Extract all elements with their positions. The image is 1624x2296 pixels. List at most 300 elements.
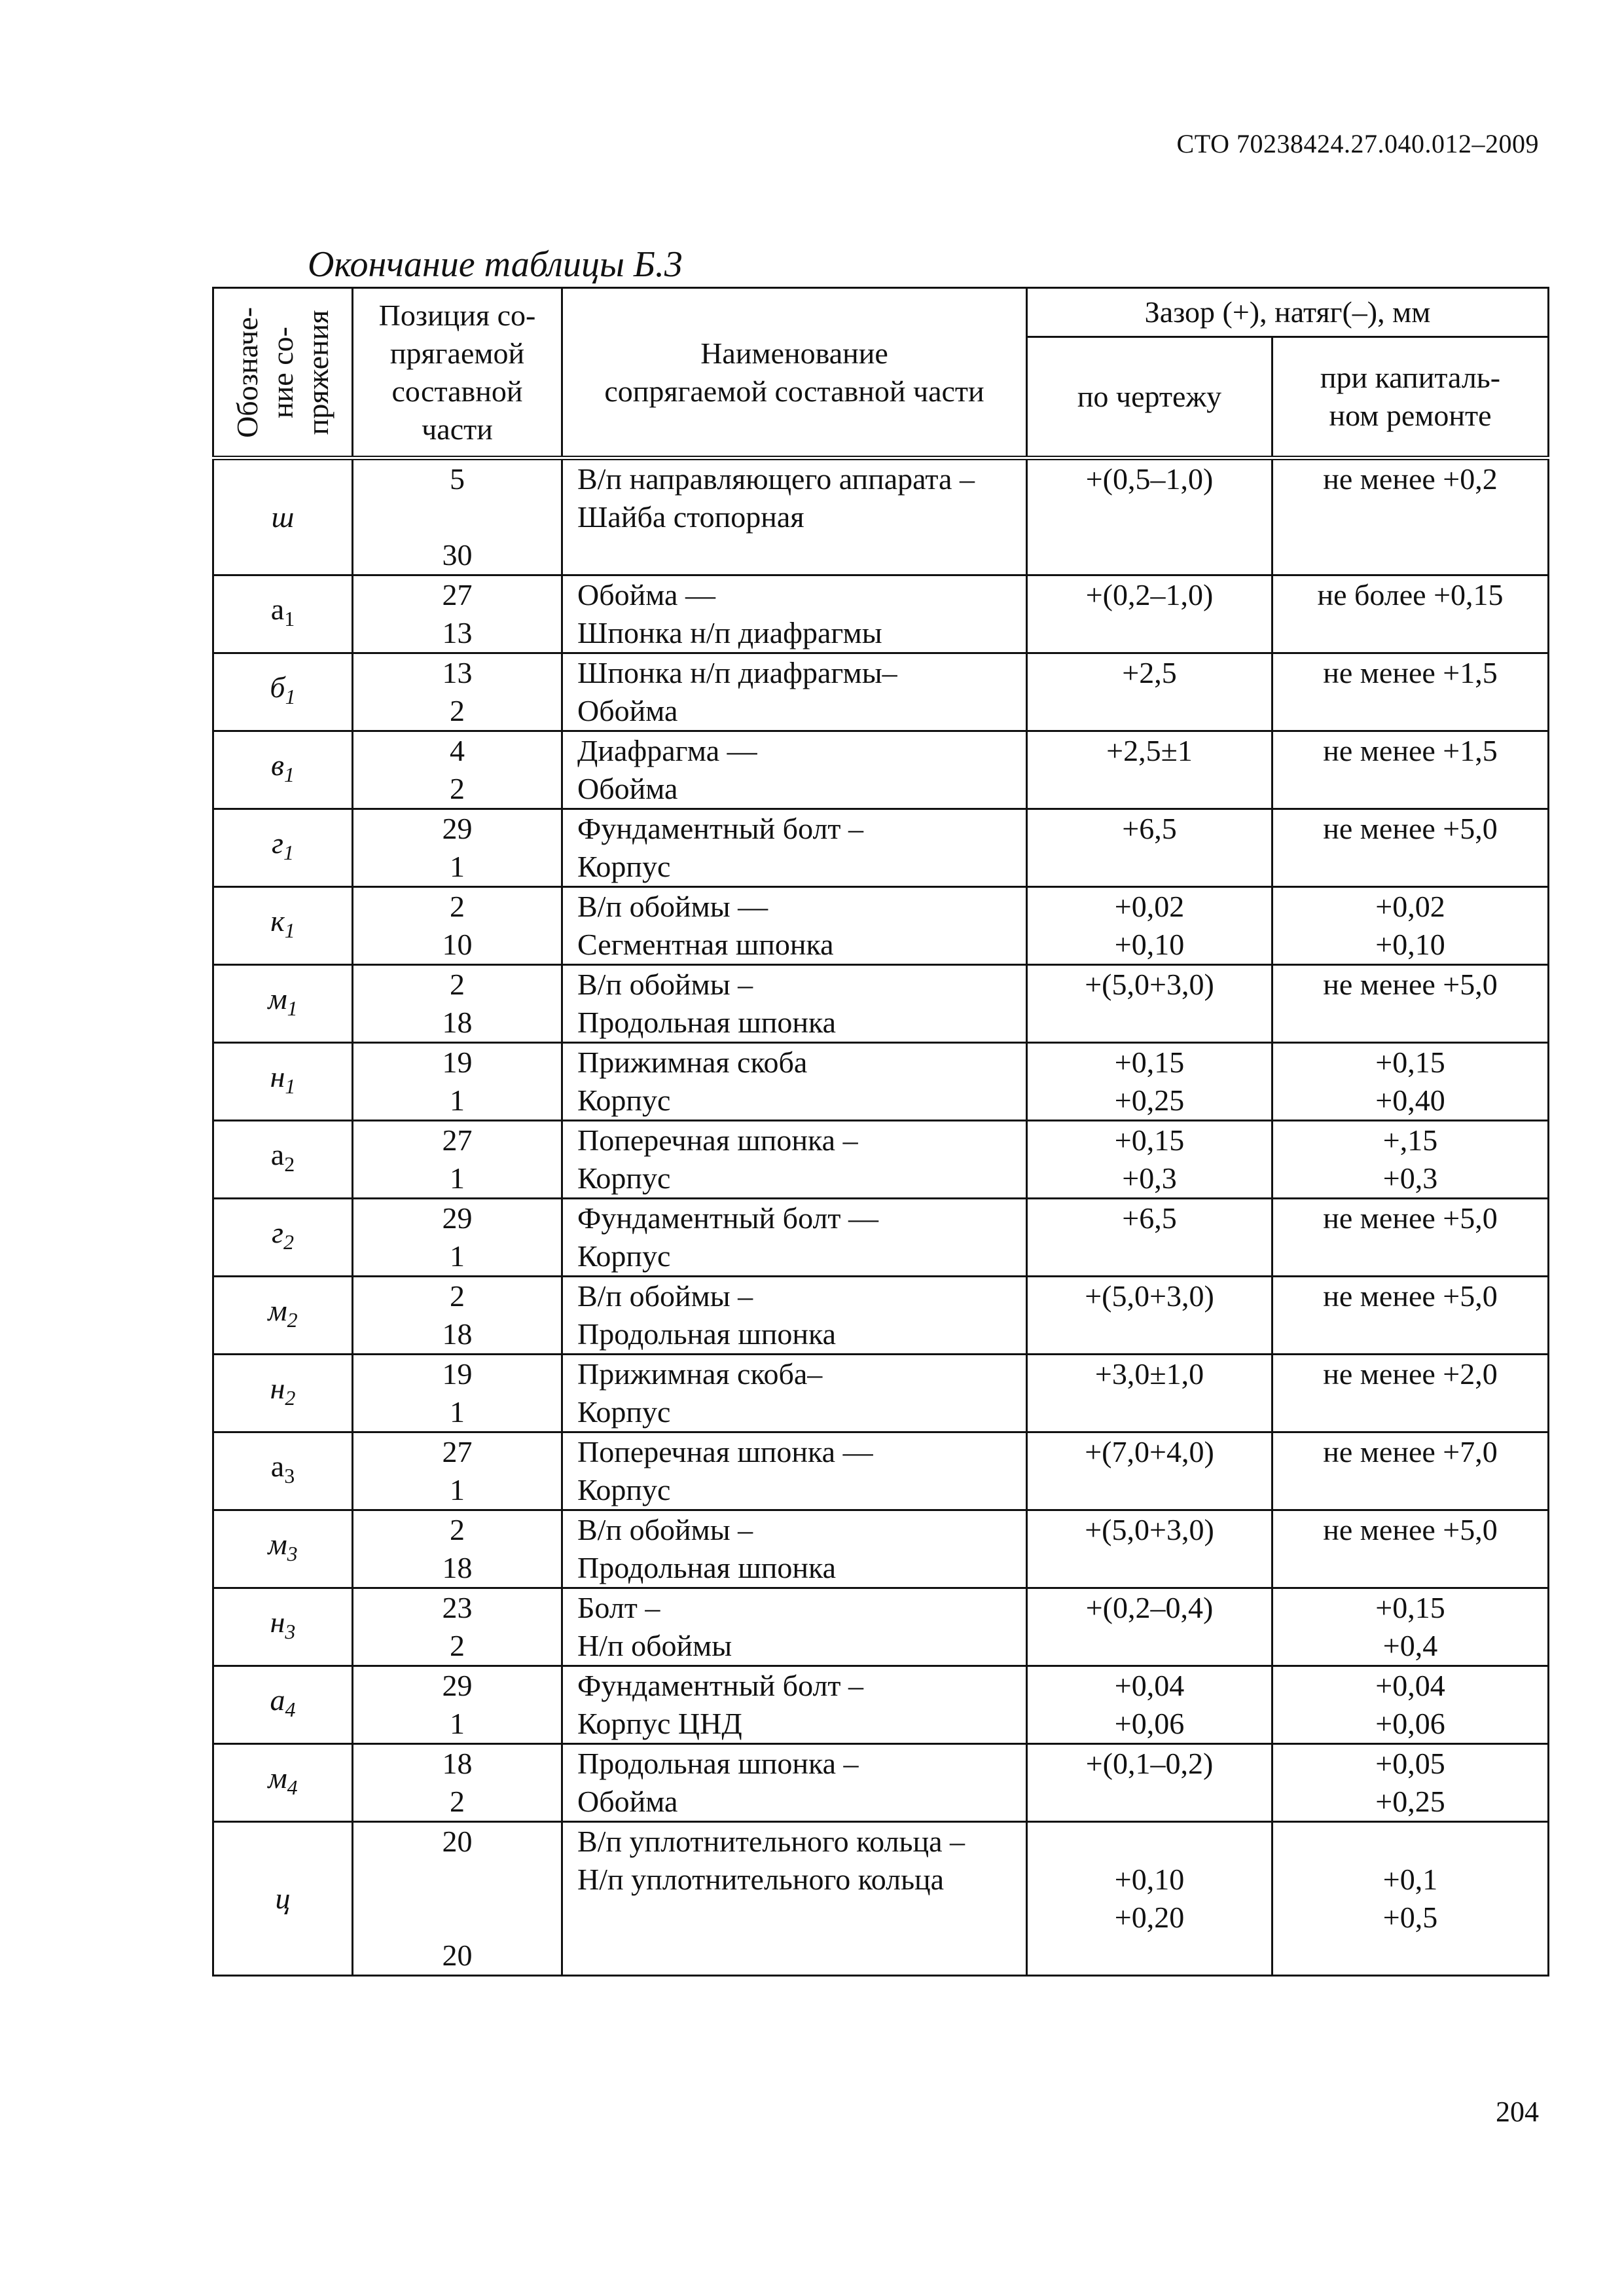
name-line: В/п обоймы – xyxy=(577,968,753,1001)
designation-letter: г xyxy=(272,826,283,860)
position-line: 2 xyxy=(450,772,465,805)
header-name xyxy=(562,288,1027,458)
name-line: Фундаментный болт — xyxy=(577,1201,879,1235)
name-line: Обойма xyxy=(577,694,678,727)
drawing-clearance-value: +(0,1–0,2) xyxy=(1085,1747,1214,1780)
name-cell xyxy=(562,1199,1027,1277)
drawing-clearance-cell xyxy=(1027,731,1272,809)
name-line: Продольная шпонка xyxy=(577,1317,837,1351)
designation-letter: н xyxy=(270,1060,285,1093)
designation-subscript: 1 xyxy=(287,996,298,1020)
drawing-clearance-value: +6,5 xyxy=(1122,1201,1177,1235)
header-clearance-group: Зазор (+), натяг(–), мм xyxy=(1027,288,1549,337)
position-cell xyxy=(353,887,562,965)
drawing-clearance-cell xyxy=(1027,575,1272,653)
designation-cell xyxy=(213,887,353,965)
drawing-clearance-cell xyxy=(1027,1277,1272,1355)
drawing-clearance-value: +(7,0+4,0) xyxy=(1085,1435,1214,1468)
drawing-clearance-value xyxy=(1028,536,1271,574)
designation-subscript: 2 xyxy=(287,1308,298,1332)
overhaul-clearance-value: +0,06 xyxy=(1375,1707,1445,1740)
overhaul-clearance-cell xyxy=(1272,1588,1549,1666)
designation-letter: в xyxy=(271,748,284,782)
drawing-clearance-cell xyxy=(1027,1121,1272,1199)
table-row xyxy=(213,1355,1549,1432)
overhaul-clearance-value: +0,5 xyxy=(1382,1901,1438,1934)
designation-subscript: 1 xyxy=(283,763,295,786)
designation-cell xyxy=(213,1744,353,1822)
mating-clearances-table xyxy=(212,287,1549,1977)
table-row xyxy=(213,653,1549,731)
table-header xyxy=(213,288,1549,458)
name-cell xyxy=(562,1432,1027,1510)
table-row xyxy=(213,1666,1549,1744)
overhaul-clearance-value: +0,04 xyxy=(1375,1669,1445,1702)
position-line: 2 xyxy=(450,1785,465,1818)
designation-subscript: 2 xyxy=(285,1386,296,1410)
position-cell xyxy=(353,1277,562,1355)
designation-subscript: 2 xyxy=(284,1152,295,1176)
name-line: Продольная шпонка xyxy=(577,1006,837,1039)
drawing-clearance-value: +(0,2–0,4) xyxy=(1085,1591,1214,1624)
position-line: 29 xyxy=(442,1201,473,1235)
name-line: В/п уплотнительного кольца – xyxy=(577,1825,965,1858)
overhaul-clearance-value xyxy=(1273,770,1547,808)
table-body xyxy=(213,458,1549,1976)
header-name-line: Наименование xyxy=(700,336,888,370)
name-line: Болт – xyxy=(577,1591,660,1624)
name-line: Корпус xyxy=(577,1473,671,1506)
position-cell xyxy=(353,1744,562,1822)
designation-cell xyxy=(213,575,353,653)
drawing-clearance-value xyxy=(1028,1315,1271,1353)
drawing-clearance-value: +0,20 xyxy=(1114,1901,1185,1934)
header-designation xyxy=(213,288,353,458)
position-line: 1 xyxy=(450,1473,465,1506)
position-line: 19 xyxy=(442,1357,473,1391)
name-cell xyxy=(562,1510,1027,1588)
designation-letter: а xyxy=(270,1449,285,1483)
header-position-line: прягаемой xyxy=(389,336,525,370)
designation-subscript: 3 xyxy=(287,1542,298,1565)
overhaul-clearance-value xyxy=(1273,614,1547,652)
name-cell xyxy=(562,1043,1027,1121)
drawing-clearance-cell xyxy=(1027,1043,1272,1121)
table-row xyxy=(213,1043,1549,1121)
designation-letter: б xyxy=(270,670,285,704)
position-line: 1 xyxy=(450,1395,465,1429)
overhaul-clearance-cell xyxy=(1272,1510,1549,1588)
drawing-clearance-value: +(5,0+3,0) xyxy=(1085,968,1214,1001)
position-cell xyxy=(353,458,562,575)
designation-letter: а xyxy=(270,1683,285,1717)
designation-letter: ш xyxy=(271,500,295,534)
drawing-clearance-value xyxy=(1028,1823,1271,1861)
position-cell xyxy=(353,653,562,731)
header-at-overhaul-line: при капиталь- xyxy=(1320,361,1501,394)
drawing-clearance-cell xyxy=(1027,1432,1272,1510)
designation-cell xyxy=(213,1121,353,1199)
header-name-line: сопрягаемой составной части xyxy=(604,374,984,408)
name-line: Обойма xyxy=(577,1785,678,1818)
overhaul-clearance-value xyxy=(1273,1823,1547,1861)
position-line xyxy=(353,1899,561,1937)
overhaul-clearance-value xyxy=(1273,1237,1547,1275)
overhaul-clearance-value xyxy=(1273,1549,1547,1587)
table-row xyxy=(213,1277,1549,1355)
name-line: Сегментная шпонка xyxy=(577,928,834,961)
designation-cell xyxy=(213,1199,353,1277)
designation-letter: г xyxy=(272,1216,283,1249)
position-line: 19 xyxy=(442,1046,473,1079)
document-code: СТО 70238424.27.040.012–2009 xyxy=(1176,129,1539,158)
position-cell xyxy=(353,809,562,887)
table-row xyxy=(213,575,1549,653)
header-designation-line: пряжения xyxy=(301,310,334,435)
overhaul-clearance-value: +0,02 xyxy=(1375,890,1445,923)
position-line: 2 xyxy=(450,694,465,727)
overhaul-clearance-value xyxy=(1273,1004,1547,1042)
position-line: 29 xyxy=(442,812,473,845)
name-cell xyxy=(562,1666,1027,1744)
header-designation-line: Обозначе- xyxy=(230,306,264,438)
drawing-clearance-value: +0,10 xyxy=(1114,1863,1185,1896)
drawing-clearance-cell xyxy=(1027,887,1272,965)
name-cell xyxy=(562,887,1027,965)
drawing-clearance-value: +0,06 xyxy=(1114,1707,1185,1740)
overhaul-clearance-cell xyxy=(1272,1355,1549,1432)
drawing-clearance-cell xyxy=(1027,653,1272,731)
position-line: 13 xyxy=(442,616,473,649)
drawing-clearance-cell xyxy=(1027,1199,1272,1277)
drawing-clearance-value xyxy=(1028,692,1271,730)
designation-cell xyxy=(213,1666,353,1744)
position-line: 13 xyxy=(442,656,473,689)
name-cell xyxy=(562,458,1027,575)
drawing-clearance-value: +(5,0+3,0) xyxy=(1085,1279,1214,1313)
designation-cell xyxy=(213,809,353,887)
designation-letter: а xyxy=(270,1138,285,1171)
overhaul-clearance-value: +0,05 xyxy=(1375,1747,1445,1780)
name-line: Корпус ЦНД xyxy=(577,1707,742,1740)
drawing-clearance-value: +2,5±1 xyxy=(1106,734,1193,767)
drawing-clearance-value: +3,0±1,0 xyxy=(1094,1357,1204,1391)
designation-cell xyxy=(213,731,353,809)
drawing-clearance-value: +2,5 xyxy=(1122,656,1177,689)
drawing-clearance-cell xyxy=(1027,1822,1272,1976)
position-line: 1 xyxy=(450,850,465,883)
designation-subscript: 2 xyxy=(283,1230,294,1254)
drawing-clearance-value: +6,5 xyxy=(1122,812,1177,845)
table-row xyxy=(213,1199,1549,1277)
drawing-clearance-value: +0,02 xyxy=(1114,890,1185,923)
position-line: 30 xyxy=(442,538,473,572)
drawing-clearance-cell xyxy=(1027,1355,1272,1432)
overhaul-clearance-value: не менее +1,5 xyxy=(1323,656,1498,689)
position-line: 18 xyxy=(442,1551,473,1584)
position-cell xyxy=(353,1510,562,1588)
position-line: 10 xyxy=(442,928,473,961)
name-cell xyxy=(562,1355,1027,1432)
drawing-clearance-value xyxy=(1028,1937,1271,1975)
drawing-clearance-value: +0,15 xyxy=(1114,1123,1185,1157)
drawing-clearance-value xyxy=(1028,1004,1271,1042)
drawing-clearance-value xyxy=(1028,1627,1271,1665)
designation-letter: н xyxy=(270,1605,285,1639)
name-line: Корпус xyxy=(577,1084,671,1117)
overhaul-clearance-value: не менее +1,5 xyxy=(1323,734,1498,767)
header-at-overhaul xyxy=(1272,337,1549,458)
position-line: 2 xyxy=(450,1279,465,1313)
name-line xyxy=(577,1899,1026,1937)
overhaul-clearance-cell xyxy=(1272,653,1549,731)
name-cell xyxy=(562,1121,1027,1199)
overhaul-clearance-cell xyxy=(1272,809,1549,887)
overhaul-clearance-cell xyxy=(1272,458,1549,575)
overhaul-clearance-value: не менее +2,0 xyxy=(1323,1357,1498,1391)
overhaul-clearance-cell xyxy=(1272,1822,1549,1976)
table-row xyxy=(213,965,1549,1043)
header-designation-line: ние со- xyxy=(266,326,299,418)
designation-letter: м xyxy=(268,1761,287,1795)
overhaul-clearance-value: не менее +5,0 xyxy=(1323,812,1498,845)
name-cell xyxy=(562,575,1027,653)
name-line: Фундаментный болт – xyxy=(577,812,864,845)
designation-letter: м xyxy=(268,1527,287,1561)
position-line: 2 xyxy=(450,968,465,1001)
overhaul-clearance-value: не менее +5,0 xyxy=(1323,1279,1498,1313)
name-line: Прижимная скоба– xyxy=(577,1357,823,1391)
drawing-clearance-value: +0,25 xyxy=(1114,1084,1185,1117)
overhaul-clearance-value: не менее +5,0 xyxy=(1323,1201,1498,1235)
position-line: 27 xyxy=(442,578,473,611)
overhaul-clearance-cell xyxy=(1272,1432,1549,1510)
designation-letter: а xyxy=(270,592,285,626)
position-line: 23 xyxy=(442,1591,473,1624)
designation-letter: м xyxy=(268,1294,287,1327)
designation-subscript: 1 xyxy=(285,685,296,708)
drawing-clearance-value xyxy=(1028,1783,1271,1821)
position-cell xyxy=(353,1432,562,1510)
name-line: Н/п уплотнительного кольца xyxy=(577,1863,945,1896)
designation-cell xyxy=(213,1355,353,1432)
overhaul-clearance-value xyxy=(1273,848,1547,886)
name-line: В/п направляющего аппарата – xyxy=(577,462,975,496)
designation-cell xyxy=(213,1043,353,1121)
name-line xyxy=(577,1937,1026,1975)
overhaul-clearance-cell xyxy=(1272,1121,1549,1199)
position-cell xyxy=(353,1666,562,1744)
name-cell xyxy=(562,809,1027,887)
position-cell xyxy=(353,1043,562,1121)
overhaul-clearance-value: не более +0,15 xyxy=(1317,578,1504,611)
designation-subscript: 4 xyxy=(285,1698,296,1721)
page-number: 204 xyxy=(1496,2096,1539,2128)
designation-cell xyxy=(213,458,353,575)
drawing-clearance-cell xyxy=(1027,1588,1272,1666)
position-cell xyxy=(353,1121,562,1199)
designation-subscript: 4 xyxy=(287,1776,298,1799)
drawing-clearance-value xyxy=(1028,498,1271,536)
overhaul-clearance-cell xyxy=(1272,1277,1549,1355)
designation-cell xyxy=(213,1510,353,1588)
header-by-drawing: по чертежу xyxy=(1027,337,1272,458)
name-cell xyxy=(562,1588,1027,1666)
name-line: Диафрагма — xyxy=(577,734,757,767)
table-caption: Окончание таблицы Б.3 xyxy=(308,244,683,285)
overhaul-clearance-value: +0,4 xyxy=(1382,1629,1438,1662)
position-line: 5 xyxy=(450,462,465,496)
position-line: 20 xyxy=(442,1939,473,1972)
overhaul-clearance-value: +0,40 xyxy=(1375,1084,1445,1117)
header-position-line: Позиция со- xyxy=(378,298,536,332)
position-line: 18 xyxy=(442,1006,473,1039)
overhaul-clearance-value: +0,10 xyxy=(1375,928,1445,961)
overhaul-clearance-value: не менее +5,0 xyxy=(1323,1513,1498,1546)
name-line: Продольная шпонка – xyxy=(577,1747,859,1780)
drawing-clearance-value: +(0,2–1,0) xyxy=(1085,578,1214,611)
designation-letter: ц xyxy=(275,1882,291,1915)
header-position xyxy=(353,288,562,458)
overhaul-clearance-value: +0,15 xyxy=(1375,1046,1445,1079)
name-line: Корпус xyxy=(577,1395,671,1429)
overhaul-clearance-value xyxy=(1273,536,1547,574)
name-line: В/п обоймы – xyxy=(577,1513,753,1546)
name-line: Шпонка н/п диафрагмы– xyxy=(577,656,897,689)
position-line: 2 xyxy=(450,1629,465,1662)
drawing-clearance-value xyxy=(1028,770,1271,808)
name-cell xyxy=(562,731,1027,809)
table-row xyxy=(213,1588,1549,1666)
table-row xyxy=(213,1121,1549,1199)
drawing-clearance-value: +0,10 xyxy=(1114,928,1185,961)
drawing-clearance-value xyxy=(1028,1237,1271,1275)
name-line: Продольная шпонка xyxy=(577,1551,837,1584)
overhaul-clearance-cell xyxy=(1272,575,1549,653)
name-line: Корпус xyxy=(577,1239,671,1273)
name-cell xyxy=(562,965,1027,1043)
drawing-clearance-value: +0,3 xyxy=(1122,1161,1177,1195)
position-line: 1 xyxy=(450,1707,465,1740)
designation-subscript: 3 xyxy=(284,1464,295,1487)
position-line: 29 xyxy=(442,1669,473,1702)
drawing-clearance-cell xyxy=(1027,1510,1272,1588)
designation-cell xyxy=(213,653,353,731)
position-line: 18 xyxy=(442,1317,473,1351)
position-line: 20 xyxy=(442,1825,473,1858)
table-row xyxy=(213,887,1549,965)
overhaul-clearance-value: +0,1 xyxy=(1382,1863,1438,1896)
drawing-clearance-cell xyxy=(1027,1666,1272,1744)
overhaul-clearance-cell xyxy=(1272,965,1549,1043)
drawing-clearance-value xyxy=(1028,1549,1271,1587)
position-cell xyxy=(353,1355,562,1432)
overhaul-clearance-value: +0,25 xyxy=(1375,1785,1445,1818)
drawing-clearance-value: +(0,5–1,0) xyxy=(1085,462,1214,496)
designation-cell xyxy=(213,1822,353,1976)
name-line: Шпонка н/п диафрагмы xyxy=(577,616,882,649)
position-line: 27 xyxy=(442,1123,473,1157)
drawing-clearance-value xyxy=(1028,848,1271,886)
designation-subscript: 1 xyxy=(283,841,294,864)
table-row xyxy=(213,1432,1549,1510)
name-cell xyxy=(562,1822,1027,1976)
header-at-overhaul-line: ном ремонте xyxy=(1329,399,1492,432)
designation-letter: н xyxy=(270,1372,285,1405)
position-line: 27 xyxy=(442,1435,473,1468)
designation-subscript: 3 xyxy=(285,1620,296,1643)
designation-subscript: 1 xyxy=(284,919,295,942)
drawing-clearance-cell xyxy=(1027,809,1272,887)
designation-letter: к xyxy=(270,904,285,938)
position-cell xyxy=(353,731,562,809)
position-line: 2 xyxy=(450,1513,465,1546)
position-cell xyxy=(353,1822,562,1976)
drawing-clearance-cell xyxy=(1027,458,1272,575)
name-line: В/п обоймы — xyxy=(577,890,768,923)
position-line: 18 xyxy=(442,1747,473,1780)
designation-subscript: 1 xyxy=(284,607,295,630)
designation-letter: м xyxy=(268,982,287,1015)
name-line: В/п обоймы – xyxy=(577,1279,753,1313)
overhaul-clearance-value xyxy=(1273,1471,1547,1509)
overhaul-clearance-value: +,15 xyxy=(1382,1123,1438,1157)
overhaul-clearance-cell xyxy=(1272,1043,1549,1121)
overhaul-clearance-value: не менее +5,0 xyxy=(1323,968,1498,1001)
designation-cell xyxy=(213,965,353,1043)
name-line: Поперечная шпонка — xyxy=(577,1435,873,1468)
name-line: Обойма — xyxy=(577,578,715,611)
overhaul-clearance-cell xyxy=(1272,1744,1549,1822)
position-line: 1 xyxy=(450,1239,465,1273)
position-line: 4 xyxy=(450,734,465,767)
overhaul-clearance-value: +0,15 xyxy=(1375,1591,1445,1624)
overhaul-clearance-cell xyxy=(1272,1666,1549,1744)
name-line: Фундаментный болт – xyxy=(577,1669,864,1702)
name-line xyxy=(577,536,1026,574)
table-row xyxy=(213,1510,1549,1588)
drawing-clearance-value: +0,04 xyxy=(1114,1669,1185,1702)
drawing-clearance-value: +(5,0+3,0) xyxy=(1085,1513,1214,1546)
position-cell xyxy=(353,1588,562,1666)
overhaul-clearance-value xyxy=(1273,498,1547,536)
name-line: Корпус xyxy=(577,1161,671,1195)
designation-cell xyxy=(213,1588,353,1666)
table-row xyxy=(213,731,1549,809)
designation-subscript: 1 xyxy=(285,1074,296,1098)
position-line: 1 xyxy=(450,1084,465,1117)
drawing-clearance-value xyxy=(1028,1471,1271,1509)
designation-cell xyxy=(213,1277,353,1355)
position-line xyxy=(353,498,561,536)
position-line: 1 xyxy=(450,1161,465,1195)
header-position-line: части xyxy=(422,412,493,446)
name-line: Прижимная скоба xyxy=(577,1046,808,1079)
drawing-clearance-cell xyxy=(1027,1744,1272,1822)
name-line: Поперечная шпонка – xyxy=(577,1123,858,1157)
table-row xyxy=(213,1744,1549,1822)
name-line: Обойма xyxy=(577,772,678,805)
drawing-clearance-value: +0,15 xyxy=(1114,1046,1185,1079)
position-cell xyxy=(353,1199,562,1277)
position-cell xyxy=(353,575,562,653)
overhaul-clearance-value xyxy=(1273,692,1547,730)
table-row xyxy=(213,1822,1549,1976)
position-cell xyxy=(353,965,562,1043)
name-cell xyxy=(562,1744,1027,1822)
overhaul-clearance-value: не менее +0,2 xyxy=(1323,462,1498,496)
overhaul-clearance-value xyxy=(1273,1393,1547,1431)
